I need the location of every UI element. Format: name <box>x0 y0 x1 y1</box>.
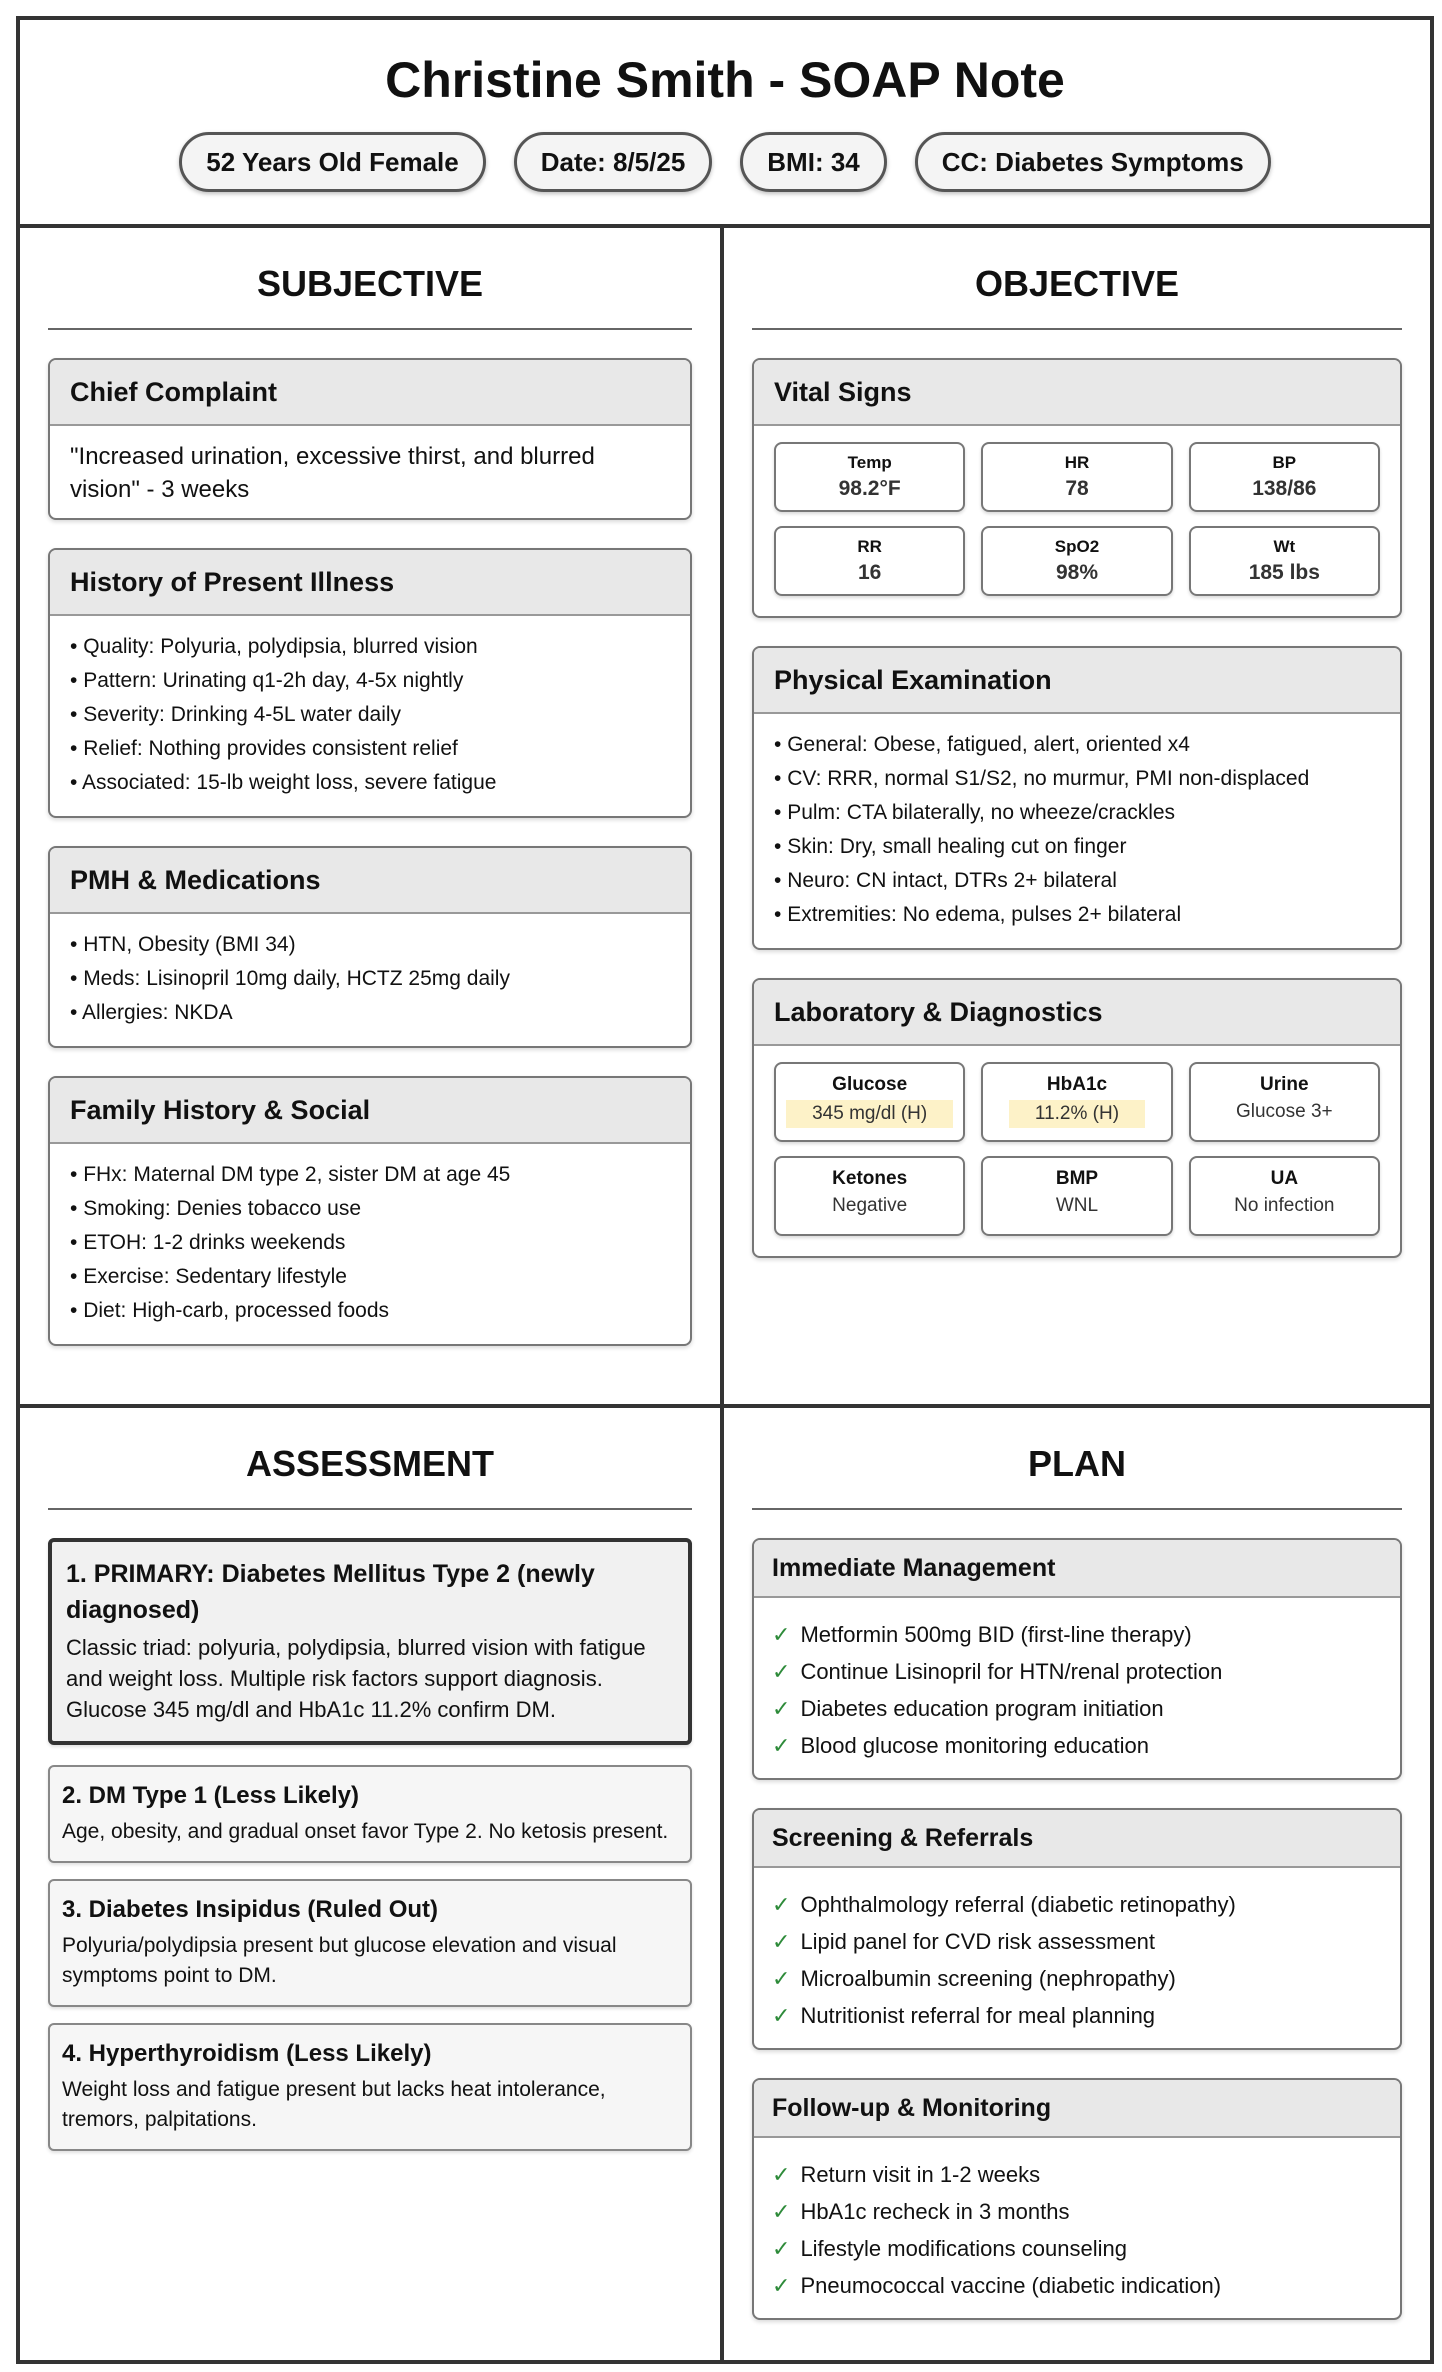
vital-tile-spo2 <box>981 526 1172 596</box>
vital-tile-hr <box>981 442 1172 512</box>
checkmark-icon: ✓ <box>772 1966 791 1991</box>
lab-label: Glucose <box>832 1074 908 1095</box>
checkmark-icon: ✓ <box>772 1929 791 1954</box>
lab-label: UA <box>1270 1168 1299 1189</box>
list-item <box>772 1616 1382 1653</box>
lab-tile-ua <box>1189 1156 1380 1236</box>
plan-item-text: Diabetes education program initiation <box>800 1696 1164 1721</box>
lab-value-high: 345 mg/dl (H) <box>786 1100 953 1128</box>
lab-label: Ketones <box>832 1168 908 1189</box>
plan-item-text: Nutritionist referral for meal planning <box>800 2003 1156 2028</box>
note-header <box>20 20 1430 228</box>
plan-item-text: Lifestyle modifications counseling <box>800 2236 1127 2261</box>
physical-exam-heading: Physical Examination <box>754 648 1400 714</box>
list-item: • HTN, Obesity (BMI 34) <box>70 928 670 962</box>
plan-item-text: Return visit in 1-2 weeks <box>800 2162 1041 2187</box>
vital-label: BP <box>1272 453 1297 472</box>
diagnosis-title: 4. Hyperthyroidism (Less Likely) <box>62 2040 432 2067</box>
lab-label: HbA1c <box>1046 1074 1108 1095</box>
physical-exam-list <box>774 728 1380 932</box>
plan-item-text: Continue Lisinopril for HTN/renal protection <box>800 1659 1223 1684</box>
vital-tile-rr <box>774 526 965 596</box>
vital-label: HR <box>1064 453 1090 472</box>
plan-checklist <box>754 2138 1400 2318</box>
list-item <box>772 1690 1382 1727</box>
list-item: • Relief: Nothing provides consistent relief <box>70 732 670 766</box>
lab-tile-bmp <box>981 1156 1172 1236</box>
soap-note-frame <box>16 16 1434 2364</box>
diagnosis-differential <box>48 2023 692 2151</box>
patient-info-pills <box>20 132 1430 192</box>
hpi-list <box>70 630 670 800</box>
plan-item-text: HbA1c recheck in 3 months <box>800 2199 1070 2224</box>
vital-value: 98.2°F <box>838 477 901 500</box>
list-item <box>772 1960 1382 1997</box>
list-item: • Quality: Polyuria, polydipsia, blurred vision <box>70 630 670 664</box>
list-item: • Smoking: Denies tobacco use <box>70 1192 670 1226</box>
bmi-pill: BMI: 34 <box>740 132 886 192</box>
vital-signs-card <box>752 358 1402 618</box>
plan-checklist <box>754 1598 1400 1778</box>
diagnosis-title: 1. PRIMARY: Diabetes Mellitus Type 2 (newly diagnosed) <box>66 1560 595 1624</box>
hpi-heading: History of Present Illness <box>50 550 690 616</box>
chief-complaint-card <box>48 358 692 520</box>
chief-complaint-text: "Increased urination, excessive thirst, and blurred vision" - 3 weeks <box>70 443 595 503</box>
lab-value-high: 11.2% (H) <box>1009 1100 1145 1128</box>
diagnosis-description: Age, obesity, and gradual onset favor Type 2. No ketosis present. <box>62 1820 669 1843</box>
list-item <box>772 1997 1382 2034</box>
vital-label: Temp <box>847 453 892 472</box>
family-social-heading: Family History & Social <box>50 1078 690 1144</box>
list-item: • Allergies: NKDA <box>70 996 670 1030</box>
hpi-card <box>48 548 692 818</box>
list-item: • ETOH: 1-2 drinks weekends <box>70 1226 670 1260</box>
age-sex-pill: 52 Years Old Female <box>179 132 485 192</box>
list-item: • FHx: Maternal DM type 2, sister DM at age 45 <box>70 1158 670 1192</box>
list-item <box>772 2230 1382 2267</box>
plan-checklist <box>754 1868 1400 2048</box>
lab-label: Urine <box>1260 1074 1309 1095</box>
plan-card-followup <box>752 2078 1402 2320</box>
plan-card-immediate <box>752 1538 1402 1780</box>
plan-heading: Screening & Referrals <box>754 1810 1400 1868</box>
lab-value: WNL <box>1055 1195 1099 1216</box>
diagnosis-title: 2. DM Type 1 (Less Likely) <box>62 1782 359 1809</box>
lab-tile-hba1c <box>981 1062 1172 1142</box>
diagnosis-differential <box>48 1765 692 1863</box>
plan-section <box>724 1408 1430 2360</box>
vital-tile-weight <box>1189 526 1380 596</box>
chief-complaint-pill: CC: Diabetes Symptoms <box>915 132 1271 192</box>
list-item <box>772 2156 1382 2193</box>
checkmark-icon: ✓ <box>772 1892 791 1917</box>
soap-grid <box>20 228 1430 2360</box>
list-item: • Extremities: No edema, pulses 2+ bilateral <box>774 898 1380 932</box>
plan-item-text: Metformin 500mg BID (first-line therapy) <box>800 1622 1192 1647</box>
lab-value: No infection <box>1234 1195 1335 1216</box>
checkmark-icon: ✓ <box>772 1733 791 1758</box>
checkmark-icon: ✓ <box>772 2273 791 2298</box>
list-item: • Exercise: Sedentary lifestyle <box>70 1260 670 1294</box>
chief-complaint-heading: Chief Complaint <box>50 360 690 426</box>
list-item <box>772 2193 1382 2230</box>
diagnosis-differential <box>48 1879 692 2007</box>
list-item <box>772 2267 1382 2304</box>
checkmark-icon: ✓ <box>772 1696 791 1721</box>
lab-value: Glucose 3+ <box>1235 1101 1333 1122</box>
list-item: • Pulm: CTA bilaterally, no wheeze/crackles <box>774 796 1380 830</box>
list-item: • Severity: Drinking 4-5L water daily <box>70 698 670 732</box>
lab-tile-urine <box>1189 1062 1380 1142</box>
date-pill: Date: 8/5/25 <box>514 132 713 192</box>
checkmark-icon: ✓ <box>772 2236 791 2261</box>
vital-value: 98% <box>1055 561 1098 584</box>
list-item <box>772 1653 1382 1690</box>
vital-value: 16 <box>857 561 882 584</box>
vital-tile-bp <box>1189 442 1380 512</box>
lab-value: Negative <box>832 1195 908 1216</box>
diagnosis-description: Classic triad: polyuria, polydipsia, blurred vision with fatigue and weight loss. Multiple risk factors support diagnosis. Glucose 345 mg/dl and HbA1c 11.2% confirm DM. <box>66 1635 646 1722</box>
pmh-list <box>70 928 670 1030</box>
diagnosis-primary <box>48 1538 692 1745</box>
plan-item-text: Microalbumin screening (nephropathy) <box>800 1966 1176 1991</box>
plan-heading: Follow-up & Monitoring <box>754 2080 1400 2138</box>
list-item: • Associated: 15-lb weight loss, severe fatigue <box>70 766 670 800</box>
vital-value: 78 <box>1065 477 1089 500</box>
vital-signs-grid <box>754 426 1400 616</box>
plan-item-text: Ophthalmology referral (diabetic retinopathy) <box>800 1892 1236 1917</box>
list-item: • Neuro: CN intact, DTRs 2+ bilateral <box>774 864 1380 898</box>
list-item <box>772 1886 1382 1923</box>
subjective-section <box>20 228 724 1408</box>
checkmark-icon: ✓ <box>772 2003 791 2028</box>
diagnosis-description: Weight loss and fatigue present but lacks heat intolerance, tremors, palpitations. <box>62 2078 606 2131</box>
pmh-heading: PMH & Medications <box>50 848 690 914</box>
subjective-title: SUBJECTIVE <box>48 240 692 330</box>
plan-title: PLAN <box>752 1420 1402 1510</box>
plan-item-text: Pneumococcal vaccine (diabetic indication) <box>800 2273 1222 2298</box>
plan-heading: Immediate Management <box>754 1540 1400 1598</box>
checkmark-icon: ✓ <box>772 1622 791 1647</box>
objective-section <box>724 228 1430 1408</box>
assessment-section <box>20 1408 724 2360</box>
plan-item-text: Lipid panel for CVD risk assessment <box>800 1929 1156 1954</box>
lab-label: BMP <box>1055 1168 1099 1189</box>
lab-tile-glucose <box>774 1062 965 1142</box>
page-title: Christine Smith - SOAP Note <box>385 52 1065 108</box>
vital-label: SpO2 <box>1054 537 1100 556</box>
checkmark-icon: ✓ <box>772 2162 791 2187</box>
checkmark-icon: ✓ <box>772 1659 791 1684</box>
vital-signs-heading: Vital Signs <box>754 360 1400 426</box>
checkmark-icon: ✓ <box>772 2199 791 2224</box>
vital-value: 138/86 <box>1252 477 1317 500</box>
physical-exam-card <box>752 646 1402 950</box>
pmh-card <box>48 846 692 1048</box>
diagnosis-description: Polyuria/polydipsia present but glucose elevation and visual symptoms point to DM. <box>62 1934 617 1987</box>
plan-card-screening <box>752 1808 1402 2050</box>
vital-label: RR <box>857 537 882 556</box>
list-item: • CV: RRR, normal S1/S2, no murmur, PMI non-displaced <box>774 762 1380 796</box>
list-item: • General: Obese, fatigued, alert, oriented x4 <box>774 728 1380 762</box>
family-social-list <box>70 1158 670 1328</box>
list-item: • Pattern: Urinating q1-2h day, 4-5x nightly <box>70 664 670 698</box>
vital-value: 185 lbs <box>1248 561 1320 584</box>
list-item <box>772 1727 1382 1764</box>
list-item: • Skin: Dry, small healing cut on finger <box>774 830 1380 864</box>
list-item: • Diet: High-carb, processed foods <box>70 1294 670 1328</box>
labs-grid <box>754 1046 1400 1256</box>
vital-tile-temp <box>774 442 965 512</box>
plan-item-text: Blood glucose monitoring education <box>800 1733 1149 1758</box>
list-item: • Meds: Lisinopril 10mg daily, HCTZ 25mg daily <box>70 962 670 996</box>
labs-heading: Laboratory & Diagnostics <box>754 980 1400 1046</box>
objective-title: OBJECTIVE <box>752 240 1402 330</box>
vital-label: Wt <box>1273 537 1296 556</box>
lab-tile-ketones <box>774 1156 965 1236</box>
labs-card <box>752 978 1402 1258</box>
list-item <box>772 1923 1382 1960</box>
diagnosis-title: 3. Diabetes Insipidus (Ruled Out) <box>62 1896 439 1923</box>
assessment-title: ASSESSMENT <box>48 1420 692 1510</box>
family-social-card <box>48 1076 692 1346</box>
